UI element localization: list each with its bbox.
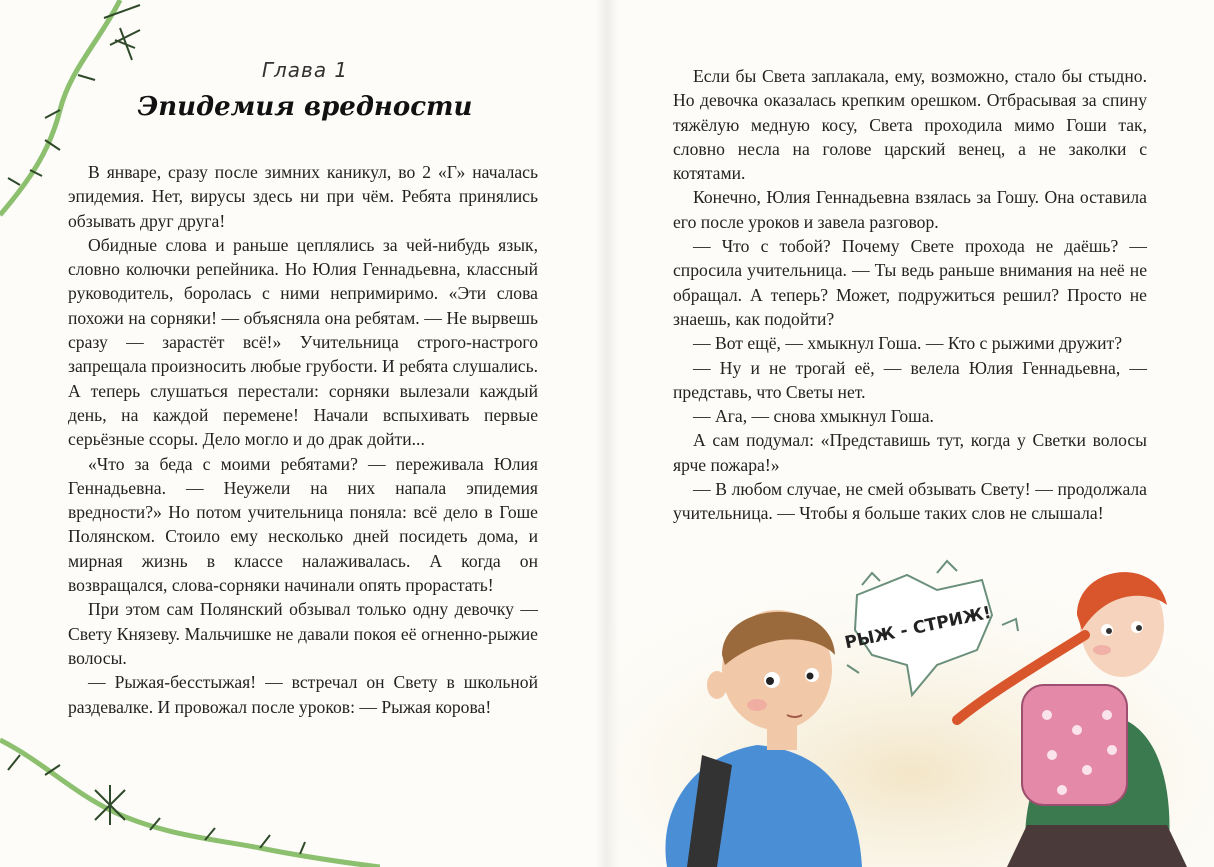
paragraph: Если бы Света заплакала, ему, возможно, стало бы стыдно. Но девочка оказалась крепким орешком. Отбрасывая за спину тяжёлую медную косу, Света проходила мимо Гоши так, словно несла на голове царский венец, а не заколки с котятами. bbox=[673, 66, 1147, 184]
paragraph: — Рыжая-бесстыжая! — встречал он Свету в школьной раздевалке. И провожал после уроков: — Рыжая корова! bbox=[68, 672, 538, 717]
chapter-title: Эпидемия вредности bbox=[137, 92, 473, 122]
right-page bbox=[607, 0, 1214, 867]
paragraph: В январе, сразу после зимних каникул, во 2 «Г» началась эпидемия. Нет, вирусы здесь ни при чём. Ребята принялись обзывать друг друга! bbox=[68, 162, 538, 231]
paragraph: — В любом случае, не смей обзывать Свету! — продолжала учительница. — Чтобы я больше таких слов не слышала! bbox=[673, 479, 1147, 524]
paragraph: «Что за беда с моими ребятами? — переживала Юлия Геннадьевна. — Неужели на них напала эпидемия вредности?» Но потом учительница поняла: всё дело в Гоше Полянском. Стоило ему несколько дней посидеть дома, и мирная жизнь в классе налаживалась. А когда он возвращался, слова-сорняки начинали опять прорастать! bbox=[68, 453, 538, 596]
speech-bubble-text: РЫЖ - СТРИЖ! bbox=[842, 602, 993, 654]
paragraph: Конечно, Юлия Геннадьевна взялась за Гошу. Она оставила его после уроков и завела разговор. bbox=[673, 187, 1147, 232]
paragraph: А сам подумал: «Представишь тут, когда у Светки волосы ярче пожара!» bbox=[673, 430, 1147, 475]
paragraph: Обидные слова и раньше цеплялись за чей-нибудь язык, словно колючки репейника. Но Юлия Геннадьевна, классный руководитель, боролась с ними непримиримо. «Эти слова похожи на сорняки! — объясняла она ребятам. — Не вырвешь сразу — зарастёт всё!» Учительница строго-настрого запрещала произносить любые грубости. И ребята слушались. А теперь слушаться перестали: сорняки вылезали каждый день, на каждой перемене! Начали вспыхивать первые серьёзные ссоры. Дело могло и до драк дойти... bbox=[68, 234, 538, 450]
illustration-boy-and-girl bbox=[607, 555, 1214, 867]
paragraph: При этом сам Полянский обзывал только одну девочку — Свету Князеву. Мальчишке не давали покоя её огненно-рыжие волосы. bbox=[68, 599, 538, 668]
paragraph: — Вот ещё, — хмыкнул Гоша. — Кто с рыжими дружит? bbox=[693, 333, 1123, 354]
paragraph: — Ага, — снова хмыкнул Гоша. bbox=[693, 406, 934, 427]
paragraph: — Ну и не трогай её, — велела Юлия Геннадьевна, — представь, что Светы нет. bbox=[673, 357, 1147, 402]
paragraph: — Что с тобой? Почему Свете прохода не даёшь? — спросила учительница. — Ты ведь раньше внимания на неё не обращал. А теперь? Может, подружиться решил? Просто не знаешь, как подойти? bbox=[673, 236, 1147, 329]
left-page-text bbox=[68, 160, 538, 719]
thorny-vine-bottom-decoration bbox=[0, 730, 380, 867]
right-page-text bbox=[673, 64, 1147, 526]
chapter-number: Глава 1 bbox=[261, 58, 349, 82]
